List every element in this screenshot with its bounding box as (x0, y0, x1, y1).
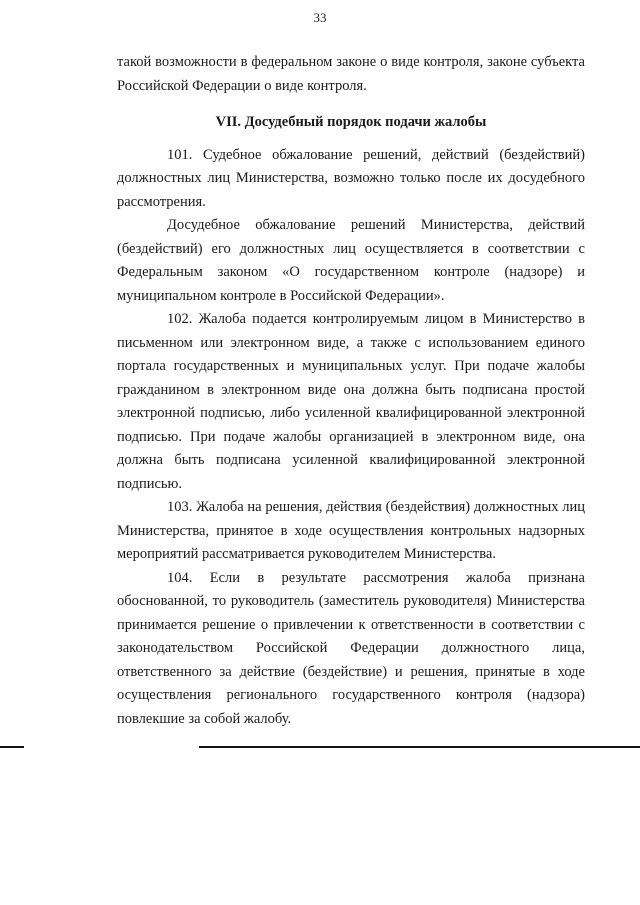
paragraph-104: 104. Если в результате рассмотрения жалоба признана обоснованной, то руководитель (заместитель руководителя) Министерства принимается решение о привлечении к ответственности в соответствии с законодательством Российской Федерации должностного лица, ответственного за действие (бездействие) и решения, принятые в ходе осуществления регионального государственного контроля (надзора) повлекшие за собой жалобу. (117, 569, 585, 727)
paragraph-103: 103. Жалоба на решения, действия (бездействия) должностных лиц Министерства, принятое в ходе осуществления контрольных надзорных мероприятий рассматривается руководителем Министерства. (117, 499, 585, 562)
intro-paragraph: такой возможности в федеральном законе о виде контроля, законе субъекта Российской Федерации о виде контроля. (117, 54, 585, 94)
paragraph-102: 102. Жалоба подается контролируемым лицом в Министерство в письменном или электронном виде, а также с использованием единого портала государственных и муниципальных услуг. При подаче жалобы гражданином в электронном виде она должна быть подписана простой электронной подписью, либо усиленной квалифицированной электронной подписью. При подаче жалобы организацией в электронном виде, она должна быть подписана усиленной квалифицированной электронной подписью. (117, 311, 585, 492)
document-body (117, 51, 585, 731)
page-number: 33 (313, 10, 327, 25)
scan-edge-line-left (0, 746, 24, 748)
scan-edge-line (199, 746, 640, 748)
paragraph-101-continued: Досудебное обжалование решений Министерства, действий (бездействий) его должностных лиц осуществляется в соответствии с Федеральным законом «О государственном контроле (надзоре) и муниципальном контроле в Российской Федерации». (117, 217, 585, 304)
section-title: VII. Досудебный порядок подачи жалобы (215, 114, 487, 130)
paragraph-101: 101. Судебное обжалование решений, действий (бездействий) должностных лиц Министерства, возможно только после их досудебного рассмотрения. (117, 146, 585, 210)
